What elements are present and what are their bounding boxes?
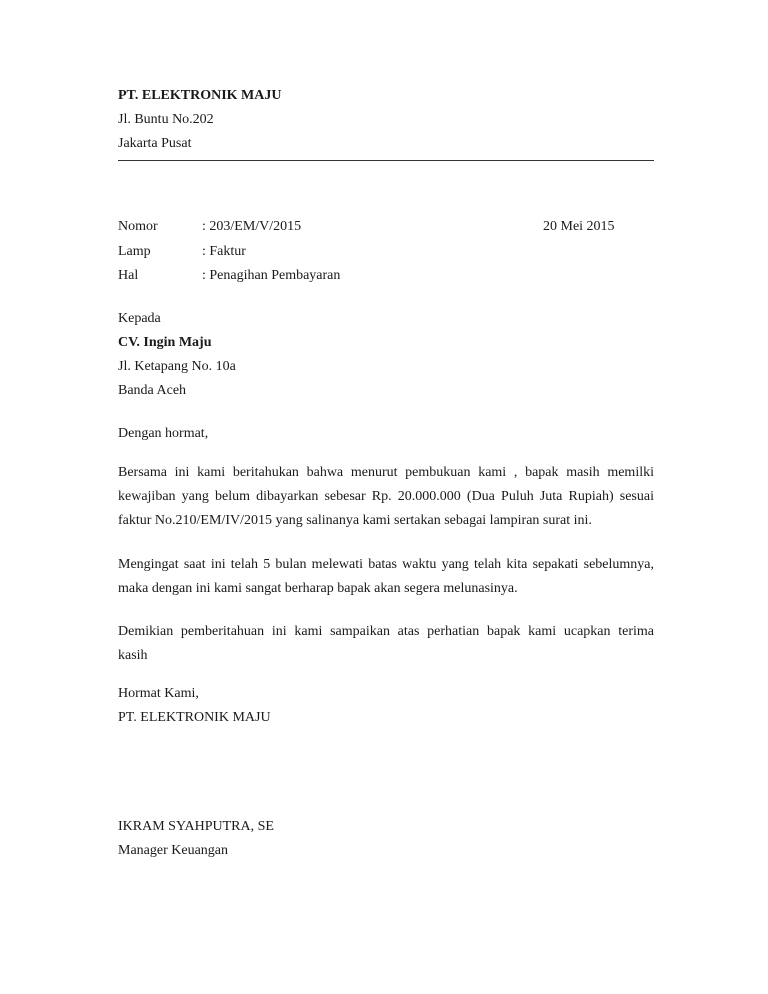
- lamp-value: : Faktur: [202, 244, 246, 259]
- letterhead-company: PT. ELEKTRONIK MAJU: [118, 88, 282, 103]
- paragraph-1-line: kewajiban yang belum dibayarkan sebesar Rp. 20.000.000 (Dua Puluh Juta Rupiah) sesuai: [118, 489, 654, 504]
- hal-value: : Penagihan Pembayaran: [202, 268, 341, 283]
- lamp-label: Lamp: [118, 244, 151, 259]
- hal-label: Hal: [118, 268, 139, 283]
- letterhead-address-line2: Jakarta Pusat: [118, 136, 192, 151]
- closing-company: PT. ELEKTRONIK MAJU: [118, 710, 271, 725]
- signer-name: IKRAM SYAHPUTRA, SE: [118, 819, 274, 834]
- paragraph-1: [118, 461, 654, 533]
- closing-salutation: Hormat Kami,: [118, 686, 199, 701]
- letterhead-divider: [118, 160, 654, 161]
- recipient-kepada: Kepada: [118, 311, 161, 326]
- paragraph-3-line: Demikian pemberitahuan ini kami sampaikan atas perhatian bapak kami ucapkan terima: [118, 624, 654, 639]
- letterhead-address-line1: Jl. Buntu No.202: [118, 112, 214, 127]
- paragraph-1-line: Bersama ini kami beritahukan bahwa menurut pembukuan kami , bapak masih memilki: [118, 465, 654, 480]
- signer-title: Manager Keuangan: [118, 843, 229, 858]
- recipient-name: CV. Ingin Maju: [118, 335, 212, 350]
- paragraph-1-line: faktur No.210/EM/IV/2015 yang salinanya kami sertakan sebagai lampiran surat ini.: [118, 513, 592, 528]
- recipient-address-line2: Banda Aceh: [118, 383, 187, 398]
- paragraph-2-line: Mengingat saat ini telah 5 bulan melewati batas waktu yang telah kita sepakati sebelumnya,: [118, 557, 654, 572]
- greeting: Dengan hormat,: [118, 426, 209, 441]
- paragraph-3-line: kasih: [118, 648, 148, 663]
- nomor-value: : 203/EM/V/2015: [202, 219, 302, 234]
- letter-date: 20 Mei 2015: [543, 219, 615, 234]
- recipient-address-line1: Jl. Ketapang No. 10a: [118, 359, 236, 374]
- nomor-label: Nomor: [118, 219, 158, 234]
- paragraph-2: [118, 553, 654, 601]
- paragraph-2-line: maka dengan ini kami sangat berharap bapak akan segera melunasinya.: [118, 581, 518, 596]
- paragraph-3: [118, 620, 654, 668]
